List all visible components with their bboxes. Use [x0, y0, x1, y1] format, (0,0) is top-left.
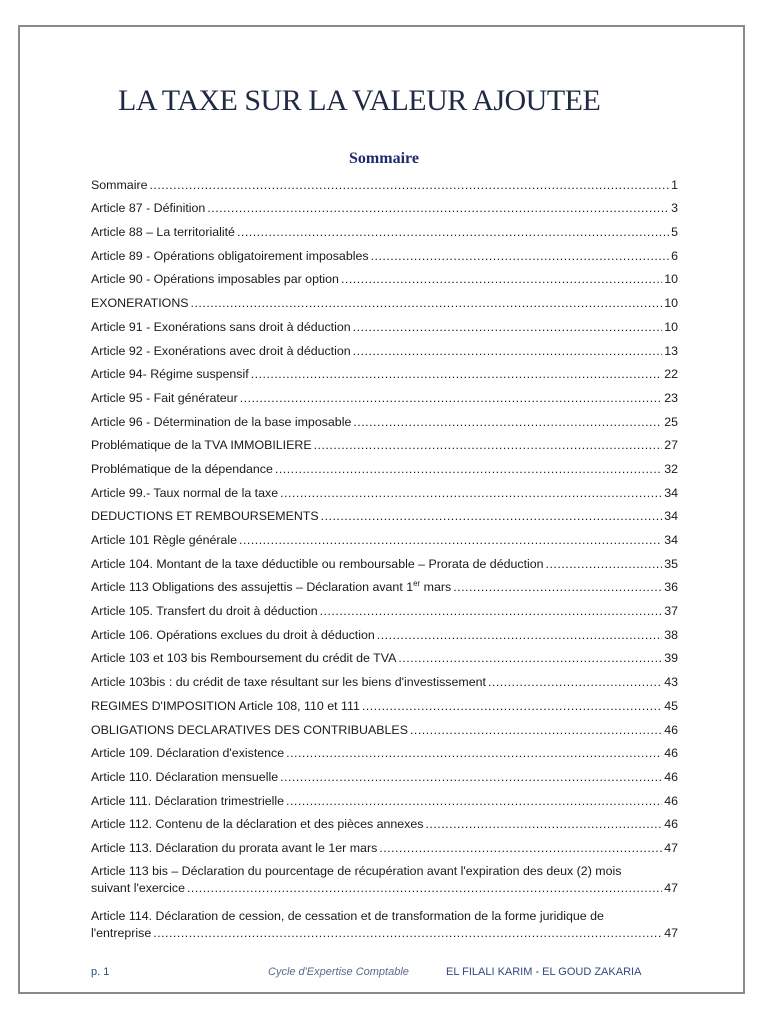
toc-entry-label-continued: suivant l'exercice — [91, 880, 185, 895]
toc-entry[interactable] — [91, 454, 678, 478]
toc-entry[interactable] — [91, 596, 678, 620]
toc-entry-label: Article 89 - Opérations obligatoirement imposables — [91, 248, 369, 263]
footer-cycle: Cycle d'Expertise Comptable — [268, 966, 409, 978]
toc-entry[interactable] — [91, 573, 678, 597]
toc-dot-leader — [371, 249, 670, 265]
toc-dot-leader — [377, 628, 662, 644]
toc-entry[interactable] — [91, 810, 678, 834]
toc-entry-label: Article 101 Règle générale — [91, 533, 238, 547]
toc-entry-label: Article 99.- Taux normal de la taxe — [91, 485, 279, 500]
toc-entry-page: 13 — [664, 343, 678, 358]
toc-entry-label: Problématique de la dépendance — [91, 461, 273, 476]
toc-entry[interactable] — [91, 620, 678, 644]
toc-entry[interactable] — [91, 407, 678, 431]
toc-entry-label: Article 103bis : du crédit de taxe résultant sur les biens d'investissement — [91, 675, 486, 690]
toc-entry-page: 10 — [664, 296, 678, 311]
toc-entry-page: 22 — [664, 367, 678, 382]
toc-entry[interactable] — [91, 549, 678, 573]
toc-entry-page: 47 — [664, 880, 678, 895]
toc-entry[interactable] — [91, 312, 678, 336]
toc-entry-page: 3 — [671, 201, 678, 216]
toc-dot-leader — [240, 391, 663, 407]
toc-entry[interactable] — [91, 691, 678, 715]
toc-entry[interactable] — [91, 383, 678, 407]
toc-dot-leader — [275, 462, 662, 478]
toc-dot-leader — [341, 272, 662, 288]
toc-entry-label-continued: l'entreprise — [91, 925, 152, 940]
toc-entry-page: 45 — [664, 698, 678, 713]
toc-dot-leader — [314, 438, 663, 454]
toc-entry-label: Article 106. Opérations exclues du droit à déduction — [91, 627, 375, 642]
toc-entry-continuation — [91, 880, 678, 898]
toc-heading: Sommaire — [349, 150, 419, 167]
toc-entry-label: Article 92 - Exonérations avec droit à déduction — [91, 343, 351, 358]
toc-entry-page: 34 — [664, 509, 678, 524]
toc-dot-leader — [546, 557, 663, 573]
toc-entry-page: 39 — [664, 651, 678, 666]
toc-dot-leader — [237, 225, 669, 241]
toc-entry[interactable] — [91, 762, 678, 786]
toc-entry[interactable] — [91, 431, 678, 455]
toc-entry-page: 38 — [664, 627, 678, 642]
toc-entry-page: 32 — [664, 461, 678, 476]
toc-entry-page: 10 — [664, 272, 678, 287]
toc-dot-leader — [353, 415, 662, 431]
toc-entry-superscript: er — [413, 579, 421, 589]
toc-entry-label: Article 113 bis – Déclaration du pourcentage de récupération avant l'expiration des deux (2) mois — [91, 863, 622, 878]
toc-entry-page: 46 — [664, 817, 678, 832]
toc-entry[interactable] — [91, 833, 678, 857]
toc-entry[interactable] — [91, 265, 678, 289]
toc-entry-label-main: Article 113 Obligations des assujettis – Déclaration avant 1 — [91, 580, 414, 595]
toc-entry[interactable] — [91, 902, 678, 947]
toc-dot-leader — [191, 296, 663, 312]
toc-entry-label: Article 95 - Fait générateur — [91, 390, 238, 405]
toc-entry[interactable] — [91, 786, 678, 810]
toc-dot-leader — [280, 770, 662, 786]
footer-authors: EL FILALI KARIM - EL GOUD ZAKARIA — [446, 966, 642, 978]
toc-dot-leader — [286, 794, 662, 810]
toc-entry-page: 43 — [664, 675, 678, 690]
toc-dot-leader — [187, 880, 662, 898]
table-of-contents — [91, 170, 678, 947]
toc-entry-label-suffix: mars — [420, 580, 452, 595]
toc-entry-label: Article 110. Déclaration mensuelle — [91, 769, 279, 784]
toc-dot-leader — [379, 841, 662, 857]
toc-entry[interactable] — [91, 336, 678, 360]
toc-entry-page: 35 — [664, 556, 678, 571]
toc-dot-leader — [320, 604, 663, 620]
toc-dot-leader — [398, 651, 662, 667]
footer-page-number: p. 1 — [91, 966, 110, 978]
toc-entry-page: 1 — [671, 177, 678, 192]
toc-entry-label: Article 94- Régime suspensif — [91, 367, 249, 382]
toc-entry-label: Article 105. Transfert du droit à déduction — [91, 604, 318, 619]
toc-dot-leader — [353, 344, 663, 360]
toc-entry-page: 46 — [664, 769, 678, 784]
toc-entry-label: Article 113. Déclaration du prorata avant le 1er mars — [91, 840, 378, 855]
toc-dot-leader — [286, 746, 662, 762]
toc-entry[interactable] — [91, 739, 678, 763]
toc-entry-label: Sommaire — [91, 177, 148, 192]
toc-entry[interactable] — [91, 288, 678, 312]
toc-dot-leader — [321, 509, 663, 525]
toc-dot-leader — [362, 699, 662, 715]
toc-entry[interactable] — [91, 170, 678, 194]
toc-entry[interactable] — [91, 667, 678, 691]
toc-entry-page: 47 — [664, 925, 678, 940]
toc-entry-label: Article 112. Contenu de la déclaration et des pièces annexes — [91, 817, 424, 832]
toc-entry-page: 27 — [664, 438, 678, 453]
toc-dot-leader — [280, 486, 662, 502]
toc-entry-page: 46 — [664, 746, 678, 761]
toc-entry-page: 46 — [664, 722, 678, 737]
toc-entry-label: Article 111. Déclaration trimestrielle — [91, 793, 285, 808]
toc-entry-page: 47 — [664, 840, 678, 855]
document-title: LA TAXE SUR LA VALEUR AJOUTEE — [118, 84, 601, 117]
toc-entry[interactable] — [91, 857, 678, 902]
toc-entry-label: OBLIGATIONS DECLARATIVES DES CONTRIBUABLES — [91, 722, 408, 737]
toc-dot-leader — [153, 925, 662, 943]
toc-entry-label: Article 91 - Exonérations sans droit à déduction — [91, 319, 351, 334]
toc-dot-leader — [207, 201, 669, 217]
toc-entry-label: Article 88 – La territorialité — [91, 225, 235, 240]
toc-entry[interactable] — [91, 194, 678, 218]
toc-dot-leader — [149, 178, 669, 194]
toc-entry-label: REGIMES D'IMPOSITION Article 108, 110 et 111 — [91, 698, 360, 713]
toc-dot-leader — [488, 675, 662, 691]
toc-dot-leader — [239, 533, 662, 549]
toc-entry-label: Article 114. Déclaration de cession, de cessation et de transformation de la forme juridique de — [91, 908, 604, 923]
toc-entry-page: 36 — [664, 580, 678, 595]
toc-entry-page: 25 — [664, 414, 678, 429]
toc-entry-page: 10 — [664, 319, 678, 334]
toc-entry-page: 34 — [664, 485, 678, 500]
toc-entry-page: 46 — [664, 793, 678, 808]
toc-entry[interactable] — [91, 478, 678, 502]
toc-dot-leader — [353, 320, 663, 336]
toc-entry-page: 37 — [664, 604, 678, 619]
toc-entry-label: Article 104. Montant de la taxe déductible ou remboursable – Prorata de déduction — [91, 556, 544, 571]
toc-entry-continuation — [91, 925, 678, 943]
toc-entry-page: 23 — [664, 390, 678, 405]
toc-entry-label: DEDUCTIONS ET REMBOURSEMENTS — [91, 509, 319, 524]
toc-entry[interactable] — [91, 360, 678, 384]
toc-entry-label: Article 103 et 103 bis Remboursement du crédit de TVA — [91, 651, 397, 666]
toc-entry[interactable] — [91, 241, 678, 265]
toc-entry-label: Article 87 - Définition — [91, 201, 206, 216]
toc-dot-leader — [425, 817, 662, 833]
toc-dot-leader — [453, 580, 662, 596]
toc-entry-label — [91, 580, 451, 596]
toc-entry[interactable] — [91, 644, 678, 668]
toc-entry[interactable] — [91, 525, 678, 549]
toc-entry[interactable] — [91, 502, 678, 526]
toc-entry-page: 34 — [664, 533, 678, 547]
toc-dot-leader — [251, 367, 663, 383]
toc-entry-label: EXONERATIONS — [91, 296, 189, 311]
toc-entry-label: Article 90 - Opérations imposables par option — [91, 272, 339, 287]
toc-entry-page: 5 — [671, 225, 678, 240]
toc-entry[interactable] — [91, 715, 678, 739]
toc-dot-leader — [410, 723, 662, 739]
toc-entry-page: 6 — [671, 248, 678, 263]
toc-entry[interactable] — [91, 217, 678, 241]
toc-entry-label: Article 96 - Détermination de la base imposable — [91, 414, 352, 429]
toc-entry-label: Problématique de la TVA IMMOBILIERE — [91, 438, 312, 453]
toc-entry-label: Article 109. Déclaration d'existence — [91, 746, 285, 761]
